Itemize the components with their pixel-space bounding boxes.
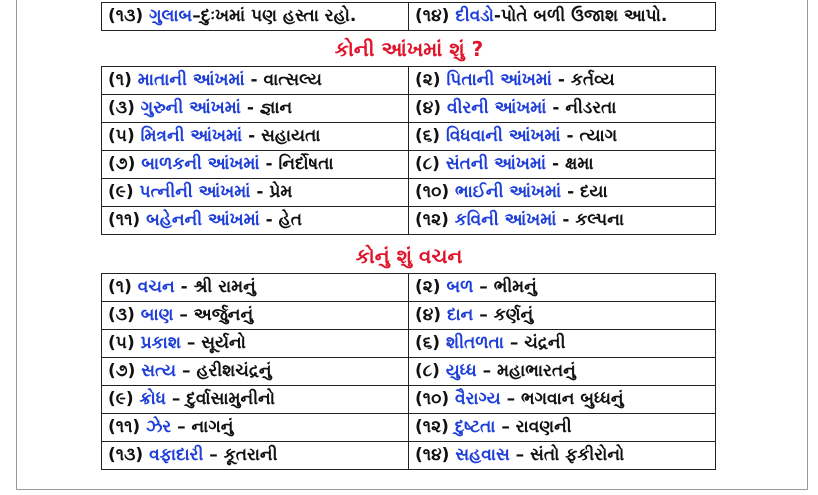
entry-value: નીડરતા	[565, 98, 617, 118]
entry-value: ભગવાન બુધ્ધનું	[521, 389, 624, 409]
entry-key: સંતની આંખમાં	[445, 154, 547, 174]
table-row	[102, 179, 716, 207]
entry-cell	[409, 386, 716, 414]
entry-key: સત્ય	[141, 361, 177, 381]
entry-cell	[409, 123, 716, 151]
entry-separator: –	[509, 333, 519, 353]
entry-value: નાગનું	[191, 417, 234, 437]
entry-key: ગુરુની આંખમાં	[140, 98, 241, 118]
entry-cell	[409, 151, 716, 179]
section-title-eyes: કોની આંખમાં શું ?	[334, 37, 484, 61]
entry-value: સહાયતા	[261, 126, 321, 146]
entry-cell	[409, 414, 716, 442]
entry-key: યુધ્ધ	[445, 361, 477, 381]
entry-key: વીરની આંખમાં	[447, 98, 547, 118]
entry-number: (૧૧)	[108, 417, 141, 437]
entry-key: ક્રોધ	[139, 389, 166, 409]
entry-number: (૪)	[415, 98, 442, 118]
top-table	[101, 2, 716, 31]
entry-key: પત્નીની આંખમાં	[139, 182, 251, 202]
table-row	[102, 442, 716, 470]
entry-cell	[409, 207, 716, 235]
entry-key: દાન	[447, 305, 474, 325]
entry-separator: –	[506, 389, 516, 409]
entry-key: મિત્રની આંખમાં	[140, 126, 243, 146]
entry-separator: -	[248, 126, 256, 146]
entry-number: (૧૩)	[108, 445, 144, 465]
entry-separator: –	[515, 445, 525, 465]
entry-number: (૮)	[415, 361, 440, 381]
entry-separator: –	[171, 389, 181, 409]
entry-cell	[102, 414, 409, 442]
table-row	[102, 386, 716, 414]
entry-value: ચંદ્રની	[524, 333, 566, 353]
entry-separator: –	[177, 417, 186, 437]
eyes-table	[101, 66, 716, 235]
entry-number: (૨)	[415, 70, 441, 90]
entry-cell	[409, 442, 716, 470]
entry-key: દુષ્ટતા	[454, 417, 496, 437]
entry-separator: -	[246, 98, 254, 118]
table-row	[102, 67, 716, 95]
entry-value: ત્યાગ	[579, 126, 618, 146]
entry-number: (૨)	[415, 277, 441, 297]
entry-separator: -	[567, 182, 575, 202]
entry-separator: –	[479, 277, 488, 297]
entry-key: બહેનની આંખમાં	[146, 210, 260, 230]
entry-number: (૧૦)	[415, 389, 450, 409]
entry-number: (૭)	[108, 154, 136, 174]
entry-key: વચન	[137, 277, 175, 297]
entry-key: ઝેર	[146, 417, 172, 437]
entry-cell	[102, 386, 409, 414]
entry-number: (૫)	[108, 333, 135, 353]
table-row	[102, 151, 716, 179]
entry-number: (૩)	[108, 98, 135, 118]
entry-value: દયા	[580, 182, 608, 202]
entry-number: (૩)	[108, 305, 135, 325]
entry-key: વૈરાગ્ય	[455, 389, 501, 409]
entry-number: (૬)	[415, 126, 441, 146]
entry-key: કવિની આંખમાં	[454, 210, 557, 230]
words-table	[101, 273, 716, 470]
entry-cell: (૧૩) ગુલાબ–દુઃખમાં પણ હસ્તા રહો.	[102, 3, 409, 31]
entry-number: (૭)	[108, 361, 136, 381]
table-row	[102, 274, 716, 302]
entry-value: દુર્વાસામુનીનો	[186, 389, 275, 409]
entry-cell: (૧૪) દીવડો-પોતે બળી ઉજાશ આપો.	[409, 3, 716, 31]
entry-value: કર્તવ્ય	[570, 70, 615, 90]
entry-cell	[102, 95, 409, 123]
entry-key: સહવાસ	[455, 445, 510, 465]
entry-separator: -	[250, 70, 258, 90]
table-row	[102, 123, 716, 151]
entry-value: હરીશચંદ્રનું	[196, 361, 272, 381]
entry-cell	[102, 442, 409, 470]
entry-number: (૧૪)	[415, 445, 450, 465]
entry-value: કર્ણનું	[493, 305, 534, 325]
entry-value: મહાભારતનું	[497, 361, 576, 381]
entry-number: (૬)	[415, 333, 441, 353]
entry-separator: –	[479, 305, 488, 325]
entry-value: નિર્દોષતા	[278, 154, 334, 174]
entry-separator: –	[186, 333, 196, 353]
entry-value: હેત	[278, 210, 303, 230]
entry-separator: -	[265, 210, 273, 230]
entry-number: (૧૧)	[108, 210, 141, 230]
entry-separator: –	[182, 361, 191, 381]
entry-separator: –	[482, 361, 492, 381]
entry-value: અર્જુનનું	[193, 305, 254, 325]
entry-cell	[102, 123, 409, 151]
entry-number: (૧૦)	[415, 182, 450, 202]
entry-value: શ્રી રામનું	[193, 277, 256, 297]
entry-cell	[409, 358, 716, 386]
entry-value: સૂર્યનો	[201, 333, 246, 353]
entry-key: બાળકની આંખમાં	[141, 154, 260, 174]
entry-cell	[409, 274, 716, 302]
entry-cell	[409, 95, 716, 123]
entry-cell	[409, 302, 716, 330]
entry-key: બળ	[446, 277, 474, 297]
table-row	[102, 3, 716, 31]
entry-cell	[102, 67, 409, 95]
entry-cell	[102, 358, 409, 386]
entry-key: વિધવાની આંખમાં	[445, 126, 561, 146]
entry-separator: -	[566, 126, 574, 146]
entry-key: ભાઈની આંખમાં	[455, 182, 562, 202]
entry-value: કૂતરાની	[223, 445, 278, 465]
entry-value: કલ્પના	[575, 210, 625, 230]
entry-separator: -	[180, 277, 188, 297]
entry-cell	[409, 67, 716, 95]
entry-cell	[409, 330, 716, 358]
entry-value: વાત્સલ્ય	[263, 70, 322, 90]
entry-cell	[102, 274, 409, 302]
entry-value: રાવણની	[515, 417, 572, 437]
entry-cell	[102, 179, 409, 207]
entry-separator: –	[501, 417, 510, 437]
entry-cell	[102, 302, 409, 330]
table-row	[102, 414, 716, 442]
entry-number: (૮)	[415, 154, 440, 174]
table-row	[102, 302, 716, 330]
entry-number: (૫)	[108, 126, 135, 146]
entry-value: સંતો ફકીરોનો	[530, 445, 625, 465]
entry-separator: -	[557, 70, 565, 90]
entry-value: જ્ઞાન	[259, 98, 293, 118]
entry-separator: -	[552, 98, 560, 118]
entry-separator: -	[562, 210, 570, 230]
entry-cell	[409, 179, 716, 207]
entry-key: શીતળતા	[445, 333, 504, 353]
entry-number: (૯)	[108, 389, 134, 409]
entry-value: ક્ષમા	[564, 154, 594, 174]
table-row	[102, 358, 716, 386]
table-row	[102, 207, 716, 235]
entry-value: ભીમનું	[493, 277, 537, 297]
entry-separator: –	[209, 445, 218, 465]
entry-number: (૯)	[108, 182, 134, 202]
table-row	[102, 330, 716, 358]
entry-separator: -	[265, 154, 273, 174]
entry-separator: –	[179, 305, 188, 325]
entry-value: પ્રેમ	[269, 182, 293, 202]
entry-number: (૧)	[108, 70, 132, 90]
entry-key: પ્રકાશ	[140, 333, 181, 353]
entry-number: (૧૨)	[415, 417, 449, 437]
entry-key: વફાદારી	[149, 445, 204, 465]
entry-key: માતાની આંખમાં	[137, 70, 245, 90]
entry-separator: -	[256, 182, 264, 202]
entry-separator: -	[552, 154, 560, 174]
entry-cell	[102, 207, 409, 235]
entry-number: (૧૨)	[415, 210, 449, 230]
section-title-words: કોનું શું વચન	[355, 244, 463, 268]
entry-cell	[102, 151, 409, 179]
entry-number: (૧)	[108, 277, 132, 297]
entry-key: પિતાની આંખમાં	[446, 70, 552, 90]
entry-key: બાણ	[140, 305, 174, 325]
table-row	[102, 95, 716, 123]
entry-number: (૪)	[415, 305, 442, 325]
entry-cell	[102, 330, 409, 358]
